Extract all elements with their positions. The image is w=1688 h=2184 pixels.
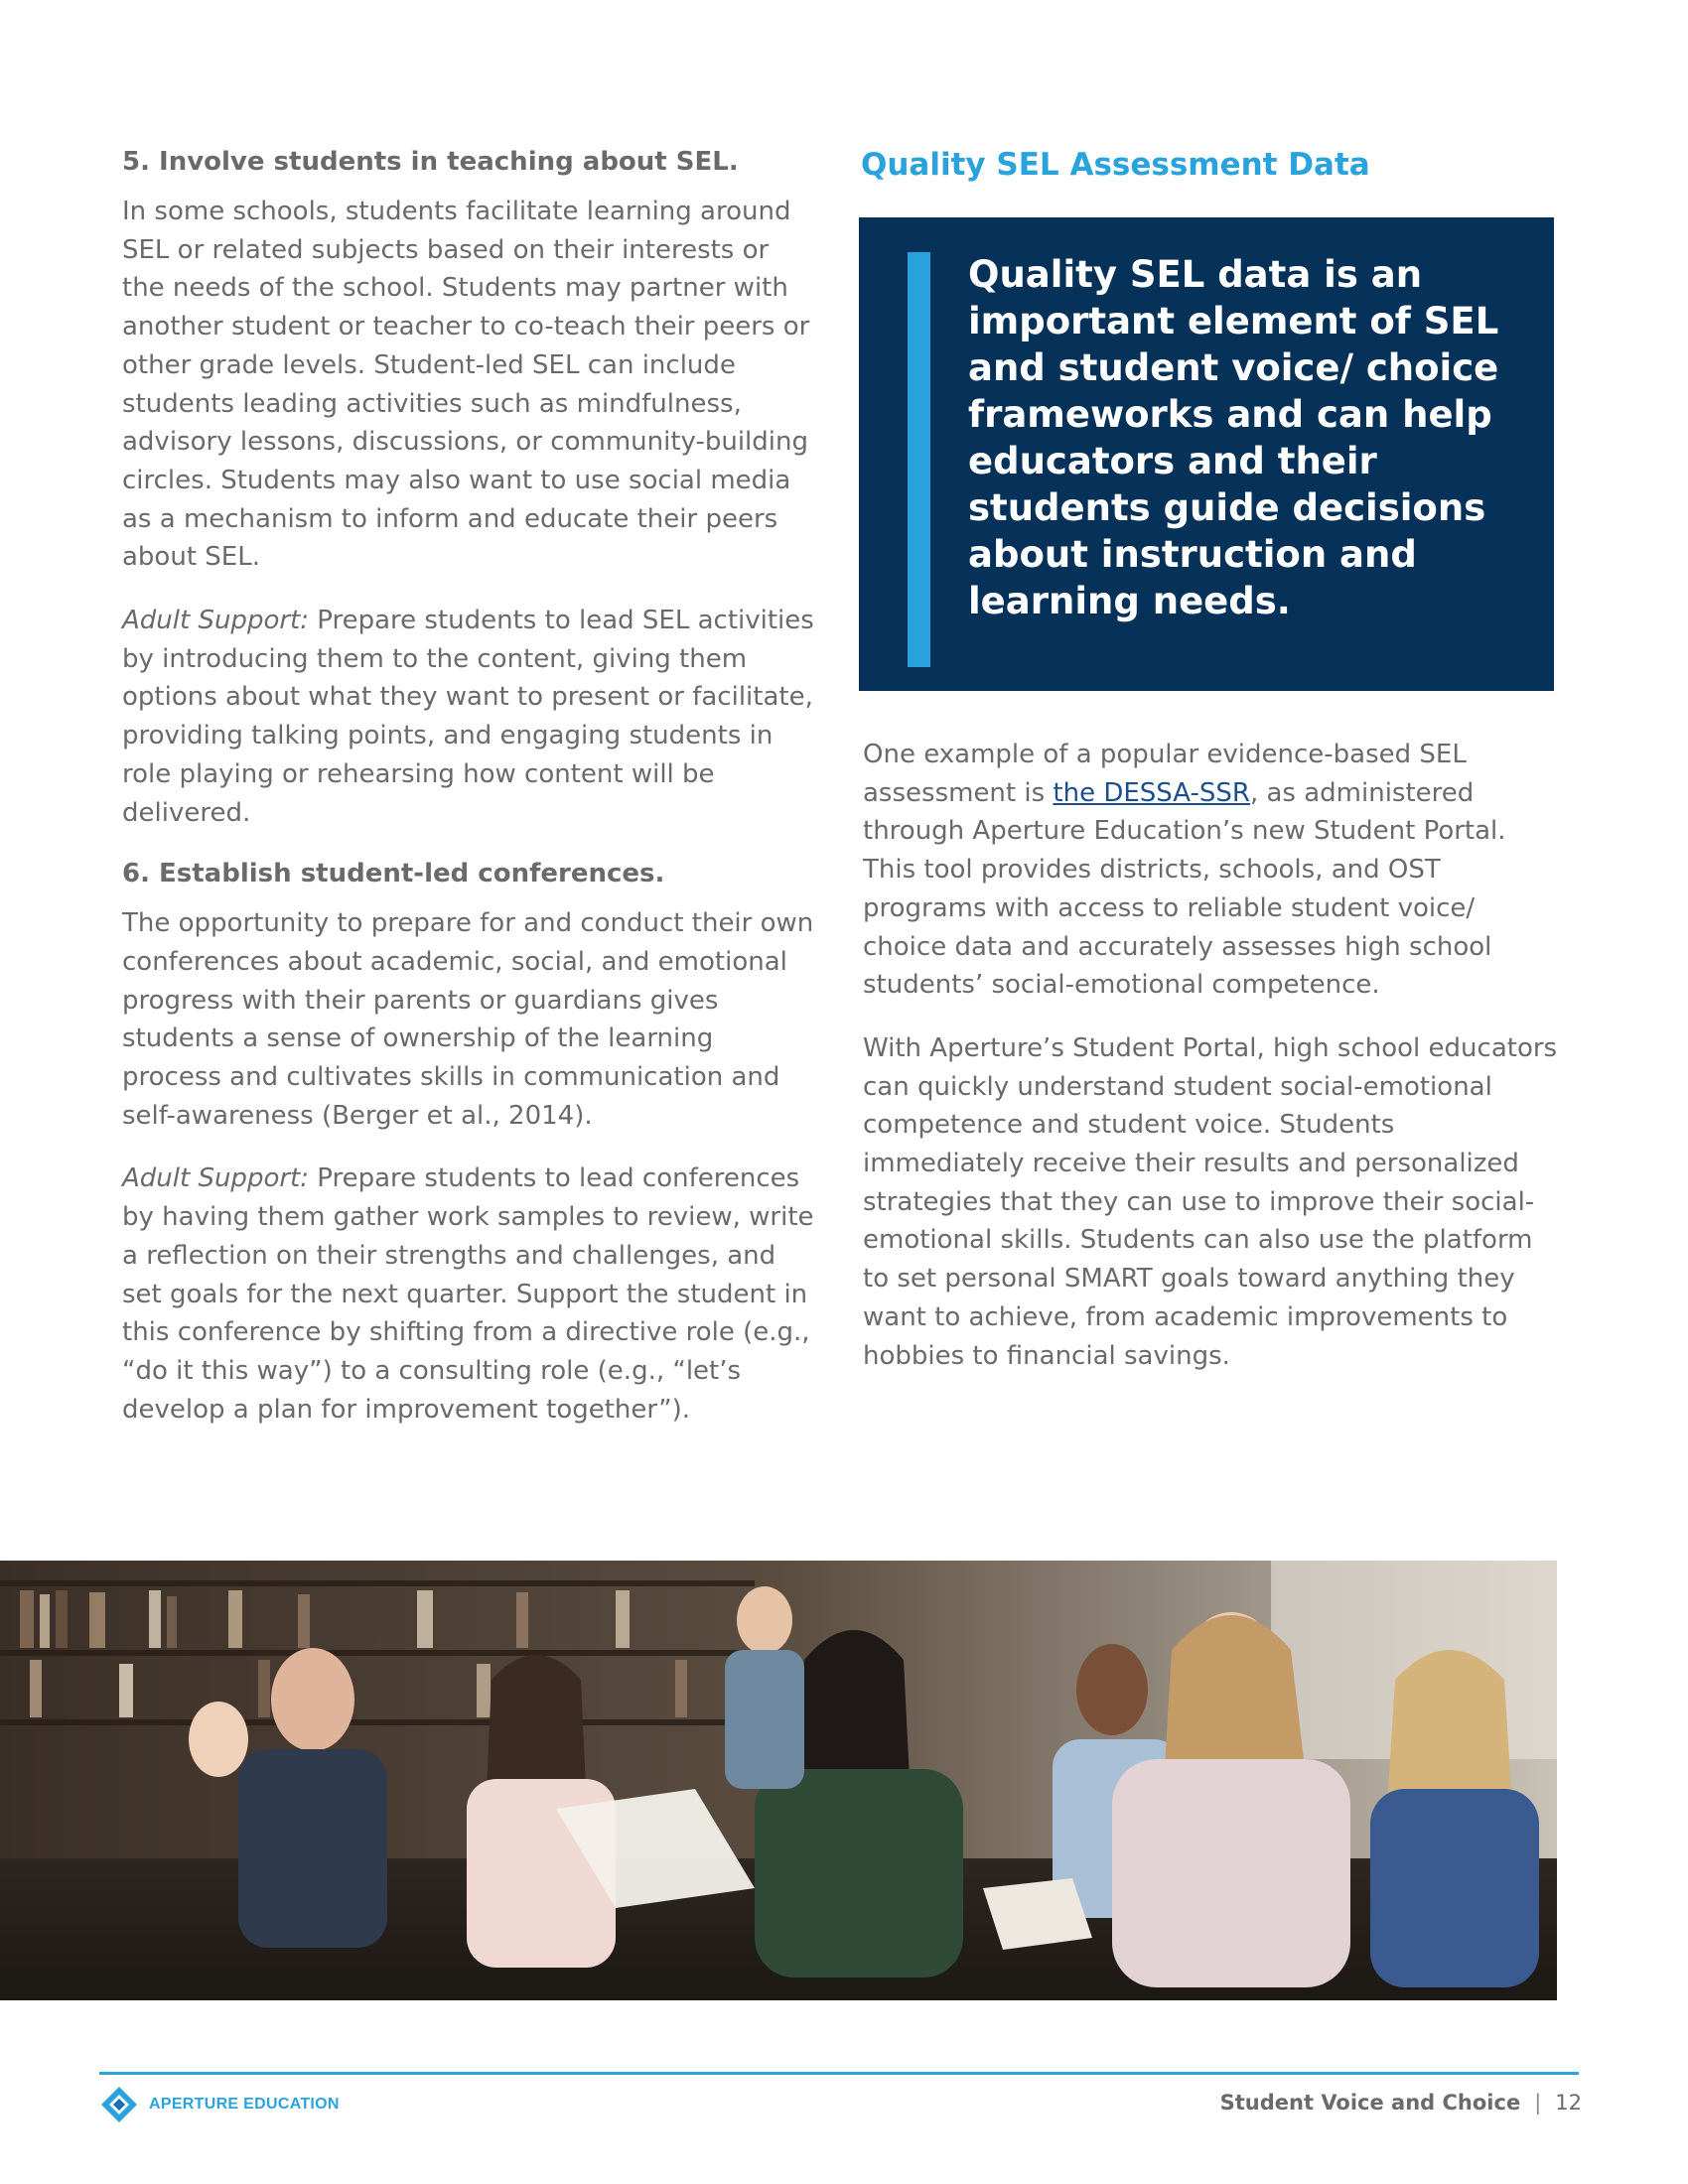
- logo-text: APERTURE EDUCATION: [149, 2096, 340, 2113]
- photo-illustration: [0, 1561, 1557, 2000]
- assessment-data-heading: Quality SEL Assessment Data: [861, 147, 1370, 183]
- dessa-paragraph: [863, 736, 1558, 1005]
- left-column: [122, 145, 817, 1453]
- section-5-heading: 5. Involve students in teaching about SEL.: [122, 147, 739, 177]
- footer-page-info: [1220, 2091, 1582, 2115]
- section-5-adult-support: [122, 602, 817, 832]
- dessa-text-after: , as administered through Aperture Education’s new Student Portal. This tool provides districts, schools, and OST programs with access to reliable student voice/ choice data and accurately assesses high school students’ social-emotional competence.: [863, 777, 1506, 1001]
- adult-support-label: Adult Support:: [122, 1163, 309, 1194]
- callout-box: [859, 217, 1554, 691]
- dessa-ssr-link[interactable]: the DESSA-SSR: [1053, 777, 1250, 808]
- right-body: [863, 736, 1558, 1400]
- callout-quote: Quality SEL data is an important element of SEL and student voice/ choice frameworks and can help educators and their students guide decisions about instruction and learning needs.: [968, 253, 1499, 622]
- dessa-text-before: One example of a popular evidence-based SEL assessment is: [863, 740, 1467, 808]
- document-title: Student Voice and Choice: [1219, 2091, 1521, 2115]
- section-6-body: The opportunity to prepare for and conduct their own conferences about academic, social, and emotional progress with their parents or guardians gives students a sense of ownership of the learning process and cultivates skills in communication and self-awareness (Berger et al., 2014).: [122, 908, 814, 1131]
- adult-support-label: Adult Support:: [122, 606, 309, 636]
- page-number: 12: [1555, 2091, 1582, 2115]
- section-5-body: In some schools, students facilitate learning around SEL or related subjects based on their interests or the needs of the school. Students may partner with another student or teacher to co-teach their peers or other grade levels. Student-led SEL can include students leading activities such as mindfulness, advisory lessons, discussions, or community-building circles. Students may also want to use social media as a mechanism to inform and educate their peers about SEL.: [122, 197, 810, 573]
- section-6-adult-support: [122, 1160, 817, 1429]
- right-column: [861, 145, 1556, 214]
- student-portal-paragraph: With Aperture’s Student Portal, high school educators can quickly understand student social-emotional competence and student voice. Students immediately receive their results and personalized strategies that they can use to improve their social-emotional skills. Students can also use the platform to set personal SMART goals toward anything they want to achieve, from academic improvements to hobbies to financial savings.: [863, 1032, 1558, 1371]
- footer-separator: |: [1534, 2091, 1542, 2115]
- section-6-heading: 6. Establish student-led conferences.: [122, 859, 665, 889]
- callout-accent-bar: [908, 252, 930, 667]
- adult-support-text: Prepare students to lead SEL activities by introducing them to the content, giving them options about what they want to present or facilitate, providing talking points, and engaging students in role playing or rehearsing how content will be delivered.: [122, 606, 814, 828]
- footer-rule: [99, 2072, 1579, 2075]
- aperture-logo: [99, 2085, 340, 2124]
- adult-support-text: Prepare students to lead conferences by having them gather work samples to review, write a reflection on their strengths and challenges, and set goals for the next quarter. Support the student in this conference by shifting from a directive role (e.g., “do it this way”) to a consulting role (e.g., “let’s develop a plan for improvement together”).: [122, 1163, 814, 1425]
- students-classroom-photo: [0, 1561, 1557, 2000]
- aperture-logo-icon: [99, 2085, 139, 2124]
